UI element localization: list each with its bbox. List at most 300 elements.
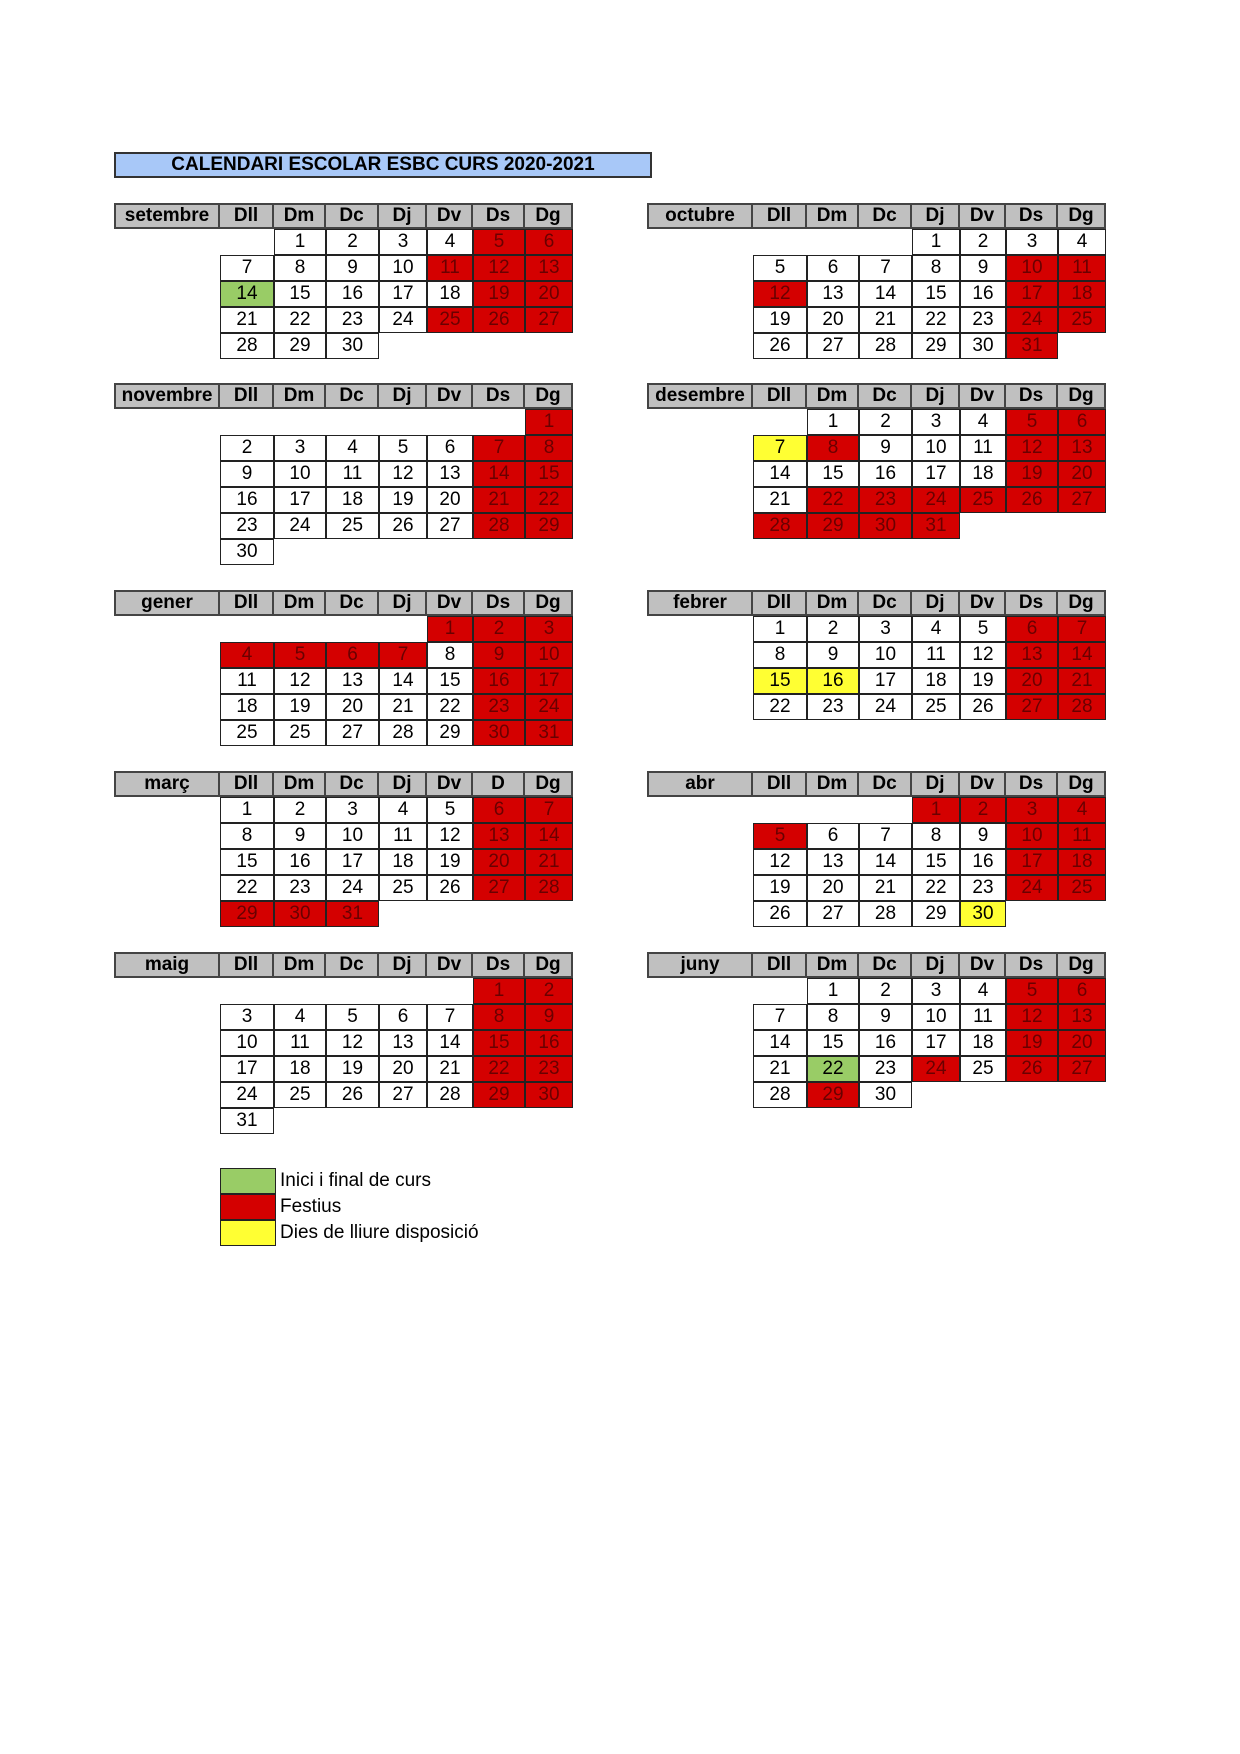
day-cell: 17 xyxy=(220,1056,274,1082)
day-cell: 6 xyxy=(1058,978,1106,1004)
legend-label: Inici i final de curs xyxy=(280,1170,432,1191)
weekday-header: Dv xyxy=(960,952,1006,978)
day-cell: 10 xyxy=(525,642,573,668)
day-cell: 25 xyxy=(1058,307,1106,333)
day-cell: 12 xyxy=(427,823,473,849)
day-cell: 10 xyxy=(912,435,960,461)
day-cell: 5 xyxy=(1006,409,1058,435)
day-cell: 9 xyxy=(473,642,525,668)
weekday-header: Dll xyxy=(753,203,807,229)
weekday-header: Dg xyxy=(525,383,573,409)
weekday-header: Dj xyxy=(912,383,960,409)
day-cell: 4 xyxy=(1058,797,1106,823)
weekday-header: Dj xyxy=(379,383,427,409)
day-cell: 29 xyxy=(427,720,473,746)
weekday-header: Dm xyxy=(807,590,859,616)
day-cell: 25 xyxy=(274,1082,326,1108)
day-cell: 17 xyxy=(379,281,427,307)
day-cell: 29 xyxy=(807,513,859,539)
weekday-header: Dv xyxy=(960,771,1006,797)
month-name: octubre xyxy=(647,203,753,229)
day-cell: 19 xyxy=(379,487,427,513)
weekday-header: Dv xyxy=(960,203,1006,229)
weekday-header: Dj xyxy=(379,952,427,978)
day-cell: 16 xyxy=(859,1030,912,1056)
day-cell: 21 xyxy=(473,487,525,513)
day-cell: 27 xyxy=(427,513,473,539)
day-cell: 15 xyxy=(473,1030,525,1056)
weekday-header: Dv xyxy=(427,590,473,616)
day-cell: 1 xyxy=(274,229,326,255)
weekday-header: Ds xyxy=(1006,383,1058,409)
day-cell: 18 xyxy=(220,694,274,720)
weekday-header: Ds xyxy=(1006,203,1058,229)
weekday-header: Dj xyxy=(912,771,960,797)
day-cell: 1 xyxy=(807,978,859,1004)
day-cell: 7 xyxy=(1058,616,1106,642)
day-cell: 20 xyxy=(473,849,525,875)
day-cell: 22 xyxy=(807,487,859,513)
weekday-header: Dc xyxy=(859,952,912,978)
day-cell: 26 xyxy=(960,694,1006,720)
day-cell: 12 xyxy=(753,281,807,307)
day-cell: 21 xyxy=(753,487,807,513)
day-cell: 15 xyxy=(525,461,573,487)
day-cell: 13 xyxy=(1058,435,1106,461)
weekday-header: Dll xyxy=(753,952,807,978)
day-cell: 13 xyxy=(427,461,473,487)
weekday-header: Ds xyxy=(473,590,525,616)
day-cell: 9 xyxy=(859,1004,912,1030)
day-cell: 30 xyxy=(326,333,379,359)
day-cell: 15 xyxy=(912,849,960,875)
day-cell: 2 xyxy=(807,616,859,642)
day-cell: 1 xyxy=(427,616,473,642)
day-cell: 10 xyxy=(220,1030,274,1056)
day-cell: 20 xyxy=(379,1056,427,1082)
weekday-header: Dc xyxy=(859,383,912,409)
day-cell: 18 xyxy=(326,487,379,513)
month-name: desembre xyxy=(647,383,753,409)
weekday-header: Dv xyxy=(427,771,473,797)
month-header xyxy=(647,590,1106,616)
weekday-header: Dg xyxy=(525,771,573,797)
day-cell: 26 xyxy=(427,875,473,901)
day-cell: 8 xyxy=(525,435,573,461)
weekday-header: Dll xyxy=(220,952,274,978)
weekday-header: Dm xyxy=(807,203,859,229)
weekday-header: Dj xyxy=(912,590,960,616)
day-cell: 4 xyxy=(427,229,473,255)
day-cell: 15 xyxy=(274,281,326,307)
weekday-header: Dg xyxy=(1058,203,1106,229)
day-cell: 11 xyxy=(379,823,427,849)
day-cell: 10 xyxy=(1006,823,1058,849)
day-cell: 25 xyxy=(274,720,326,746)
day-cell: 23 xyxy=(274,875,326,901)
day-cell: 4 xyxy=(960,409,1006,435)
day-cell: 17 xyxy=(274,487,326,513)
weekday-header: Dv xyxy=(427,203,473,229)
day-cell: 27 xyxy=(807,901,859,927)
weekday-header: Dv xyxy=(427,383,473,409)
day-cell: 3 xyxy=(220,1004,274,1030)
day-cell: 29 xyxy=(473,1082,525,1108)
day-cell: 5 xyxy=(326,1004,379,1030)
day-cell: 10 xyxy=(1006,255,1058,281)
day-cell: 12 xyxy=(1006,1004,1058,1030)
day-cell: 7 xyxy=(473,435,525,461)
day-cell: 9 xyxy=(960,823,1006,849)
day-cell: 29 xyxy=(807,1082,859,1108)
day-cell: 20 xyxy=(427,487,473,513)
day-cell: 6 xyxy=(427,435,473,461)
day-cell: 24 xyxy=(1006,875,1058,901)
day-cell: 14 xyxy=(859,849,912,875)
day-cell: 8 xyxy=(427,642,473,668)
day-cell: 21 xyxy=(525,849,573,875)
month-header xyxy=(114,952,573,978)
day-cell: 25 xyxy=(1058,875,1106,901)
day-cell: 12 xyxy=(274,668,326,694)
day-cell: 16 xyxy=(525,1030,573,1056)
day-cell: 26 xyxy=(473,307,525,333)
day-cell: 15 xyxy=(753,668,807,694)
month-header xyxy=(647,771,1106,797)
day-cell: 18 xyxy=(960,461,1006,487)
day-cell: 17 xyxy=(912,1030,960,1056)
day-cell: 30 xyxy=(960,333,1006,359)
day-cell: 30 xyxy=(859,1082,912,1108)
day-cell: 6 xyxy=(807,255,859,281)
day-cell: 27 xyxy=(807,333,859,359)
day-cell: 31 xyxy=(525,720,573,746)
weekday-header: Dg xyxy=(1058,383,1106,409)
day-cell: 24 xyxy=(525,694,573,720)
weekday-header: Dv xyxy=(427,952,473,978)
day-cell: 23 xyxy=(859,487,912,513)
day-cell: 28 xyxy=(753,1082,807,1108)
weekday-header: Dm xyxy=(274,203,326,229)
day-cell: 15 xyxy=(807,461,859,487)
weekday-header: Dj xyxy=(912,203,960,229)
day-cell: 7 xyxy=(525,797,573,823)
weekday-header: Dc xyxy=(326,203,379,229)
day-cell: 22 xyxy=(753,694,807,720)
day-cell: 10 xyxy=(379,255,427,281)
day-cell: 24 xyxy=(379,307,427,333)
day-cell: 14 xyxy=(473,461,525,487)
day-cell: 1 xyxy=(912,229,960,255)
day-cell: 18 xyxy=(427,281,473,307)
weekday-header: Dll xyxy=(220,383,274,409)
day-cell: 6 xyxy=(379,1004,427,1030)
day-cell: 20 xyxy=(807,875,859,901)
day-cell: 21 xyxy=(1058,668,1106,694)
day-cell: 20 xyxy=(1058,461,1106,487)
weekday-header: Dv xyxy=(960,383,1006,409)
day-cell: 26 xyxy=(1006,1056,1058,1082)
day-cell: 25 xyxy=(220,720,274,746)
day-cell: 28 xyxy=(859,901,912,927)
day-cell: 29 xyxy=(912,333,960,359)
day-cell: 22 xyxy=(473,1056,525,1082)
day-cell: 1 xyxy=(912,797,960,823)
day-cell: 26 xyxy=(379,513,427,539)
day-cell: 1 xyxy=(753,616,807,642)
weekday-header: Dg xyxy=(525,203,573,229)
day-cell: 3 xyxy=(379,229,427,255)
day-cell: 1 xyxy=(525,409,573,435)
day-cell: 3 xyxy=(326,797,379,823)
day-cell: 12 xyxy=(753,849,807,875)
day-cell: 28 xyxy=(220,333,274,359)
day-cell: 23 xyxy=(960,307,1006,333)
day-cell: 4 xyxy=(960,978,1006,1004)
weekday-header: Dj xyxy=(379,590,427,616)
day-cell: 1 xyxy=(220,797,274,823)
day-cell: 11 xyxy=(960,435,1006,461)
weekday-header: Ds xyxy=(473,203,525,229)
legend-swatch-red xyxy=(220,1194,276,1220)
page-title: CALENDARI ESCOLAR ESBC CURS 2020-2021 xyxy=(114,152,652,178)
day-cell: 9 xyxy=(220,461,274,487)
day-cell: 31 xyxy=(326,901,379,927)
day-cell: 6 xyxy=(326,642,379,668)
day-cell: 10 xyxy=(274,461,326,487)
weekday-header: Dm xyxy=(274,590,326,616)
day-cell: 26 xyxy=(753,901,807,927)
weekday-header: Dc xyxy=(859,203,912,229)
day-cell: 10 xyxy=(326,823,379,849)
day-cell: 12 xyxy=(326,1030,379,1056)
month-name: setembre xyxy=(114,203,220,229)
day-cell: 31 xyxy=(220,1108,274,1134)
day-cell: 28 xyxy=(1058,694,1106,720)
day-cell: 8 xyxy=(912,823,960,849)
day-cell: 14 xyxy=(753,1030,807,1056)
weekday-header: Ds xyxy=(1006,952,1058,978)
day-cell: 3 xyxy=(1006,797,1058,823)
day-cell: 2 xyxy=(274,797,326,823)
day-cell: 18 xyxy=(1058,849,1106,875)
legend-swatch-green xyxy=(220,1168,276,1194)
day-cell: 17 xyxy=(1006,281,1058,307)
day-cell: 14 xyxy=(220,281,274,307)
weekday-header: Ds xyxy=(1006,771,1058,797)
day-cell: 3 xyxy=(1006,229,1058,255)
day-cell: 27 xyxy=(525,307,573,333)
day-cell: 19 xyxy=(326,1056,379,1082)
day-cell: 11 xyxy=(1058,255,1106,281)
day-cell: 27 xyxy=(326,720,379,746)
day-cell: 25 xyxy=(960,487,1006,513)
day-cell: 22 xyxy=(220,875,274,901)
day-cell: 17 xyxy=(912,461,960,487)
day-cell: 30 xyxy=(960,901,1006,927)
month-header xyxy=(114,771,573,797)
day-cell: 5 xyxy=(753,255,807,281)
day-cell: 7 xyxy=(379,642,427,668)
month-name: maig xyxy=(114,952,220,978)
day-cell: 2 xyxy=(525,978,573,1004)
day-cell: 22 xyxy=(912,875,960,901)
weekday-header: Dll xyxy=(753,383,807,409)
day-cell: 16 xyxy=(960,281,1006,307)
day-cell: 31 xyxy=(912,513,960,539)
day-cell: 14 xyxy=(379,668,427,694)
day-cell: 27 xyxy=(379,1082,427,1108)
day-cell: 22 xyxy=(525,487,573,513)
day-cell: 13 xyxy=(1006,642,1058,668)
day-cell: 16 xyxy=(274,849,326,875)
month-name: juny xyxy=(647,952,753,978)
day-cell: 11 xyxy=(326,461,379,487)
day-cell: 18 xyxy=(1058,281,1106,307)
weekday-header: Dj xyxy=(379,771,427,797)
day-cell: 20 xyxy=(326,694,379,720)
weekday-header: Dll xyxy=(220,771,274,797)
day-cell: 8 xyxy=(807,1004,859,1030)
day-cell: 19 xyxy=(960,668,1006,694)
day-cell: 28 xyxy=(473,513,525,539)
day-cell: 23 xyxy=(326,307,379,333)
weekday-header: Dc xyxy=(859,771,912,797)
day-cell: 16 xyxy=(859,461,912,487)
weekday-header: Dg xyxy=(1058,771,1106,797)
weekday-header: Dg xyxy=(1058,590,1106,616)
day-cell: 30 xyxy=(274,901,326,927)
month-name: gener xyxy=(114,590,220,616)
day-cell: 18 xyxy=(274,1056,326,1082)
day-cell: 14 xyxy=(1058,642,1106,668)
day-cell: 16 xyxy=(960,849,1006,875)
weekday-header: Dc xyxy=(326,952,379,978)
month-header xyxy=(647,952,1106,978)
day-cell: 11 xyxy=(912,642,960,668)
weekday-header: Dc xyxy=(859,590,912,616)
day-cell: 10 xyxy=(912,1004,960,1030)
day-cell: 18 xyxy=(379,849,427,875)
weekday-header: Dc xyxy=(326,771,379,797)
day-cell: 1 xyxy=(473,978,525,1004)
day-cell: 24 xyxy=(859,694,912,720)
day-cell: 5 xyxy=(1006,978,1058,1004)
day-cell: 23 xyxy=(859,1056,912,1082)
day-cell: 4 xyxy=(912,616,960,642)
day-cell: 16 xyxy=(326,281,379,307)
day-cell: 29 xyxy=(525,513,573,539)
day-cell: 4 xyxy=(220,642,274,668)
month-name: abr xyxy=(647,771,753,797)
month-header xyxy=(647,203,1106,229)
day-cell: 25 xyxy=(326,513,379,539)
day-cell: 4 xyxy=(274,1004,326,1030)
weekday-header: Dg xyxy=(525,590,573,616)
weekday-header: Dm xyxy=(807,383,859,409)
day-cell: 7 xyxy=(859,255,912,281)
day-cell: 17 xyxy=(859,668,912,694)
day-cell: 22 xyxy=(274,307,326,333)
day-cell: 28 xyxy=(525,875,573,901)
day-cell: 24 xyxy=(912,487,960,513)
legend-label: Dies de lliure disposició xyxy=(280,1222,479,1243)
day-cell: 8 xyxy=(807,435,859,461)
day-cell: 6 xyxy=(525,229,573,255)
day-cell: 20 xyxy=(807,307,859,333)
day-cell: 13 xyxy=(807,849,859,875)
day-cell: 6 xyxy=(1058,409,1106,435)
day-cell: 24 xyxy=(274,513,326,539)
day-cell: 3 xyxy=(912,409,960,435)
day-cell: 24 xyxy=(220,1082,274,1108)
day-cell: 21 xyxy=(379,694,427,720)
day-cell: 6 xyxy=(473,797,525,823)
day-cell: 14 xyxy=(753,461,807,487)
day-cell: 5 xyxy=(427,797,473,823)
day-cell: 11 xyxy=(427,255,473,281)
day-cell: 2 xyxy=(859,409,912,435)
month-name: novembre xyxy=(114,383,220,409)
day-cell: 3 xyxy=(859,616,912,642)
weekday-header: Dm xyxy=(274,771,326,797)
day-cell: 14 xyxy=(525,823,573,849)
day-cell: 7 xyxy=(220,255,274,281)
day-cell: 28 xyxy=(379,720,427,746)
day-cell: 2 xyxy=(960,229,1006,255)
day-cell: 15 xyxy=(807,1030,859,1056)
day-cell: 20 xyxy=(1058,1030,1106,1056)
day-cell: 24 xyxy=(912,1056,960,1082)
day-cell: 6 xyxy=(1006,616,1058,642)
day-cell: 2 xyxy=(473,616,525,642)
day-cell: 10 xyxy=(859,642,912,668)
day-cell: 19 xyxy=(1006,461,1058,487)
day-cell: 29 xyxy=(220,901,274,927)
day-cell: 20 xyxy=(525,281,573,307)
day-cell: 5 xyxy=(753,823,807,849)
day-cell: 30 xyxy=(859,513,912,539)
day-cell: 29 xyxy=(274,333,326,359)
day-cell: 21 xyxy=(427,1056,473,1082)
day-cell: 8 xyxy=(473,1004,525,1030)
weekday-header: Ds xyxy=(473,383,525,409)
day-cell: 18 xyxy=(960,1030,1006,1056)
day-cell: 7 xyxy=(753,435,807,461)
day-cell: 13 xyxy=(807,281,859,307)
day-cell: 22 xyxy=(427,694,473,720)
day-cell: 13 xyxy=(379,1030,427,1056)
weekday-header: Dm xyxy=(274,952,326,978)
month-header xyxy=(114,590,573,616)
weekday-header: Dll xyxy=(753,590,807,616)
weekday-header: Dll xyxy=(220,203,274,229)
legend-swatch-yellow xyxy=(220,1220,276,1246)
weekday-header: Dc xyxy=(326,590,379,616)
day-cell: 25 xyxy=(960,1056,1006,1082)
weekday-header: D xyxy=(473,771,525,797)
weekday-header: Dg xyxy=(525,952,573,978)
day-cell: 31 xyxy=(1006,333,1058,359)
legend-label: Festius xyxy=(280,1196,342,1217)
day-cell: 24 xyxy=(326,875,379,901)
day-cell: 3 xyxy=(274,435,326,461)
day-cell: 5 xyxy=(473,229,525,255)
day-cell: 5 xyxy=(274,642,326,668)
weekday-header: Ds xyxy=(473,952,525,978)
day-cell: 4 xyxy=(379,797,427,823)
day-cell: 11 xyxy=(220,668,274,694)
